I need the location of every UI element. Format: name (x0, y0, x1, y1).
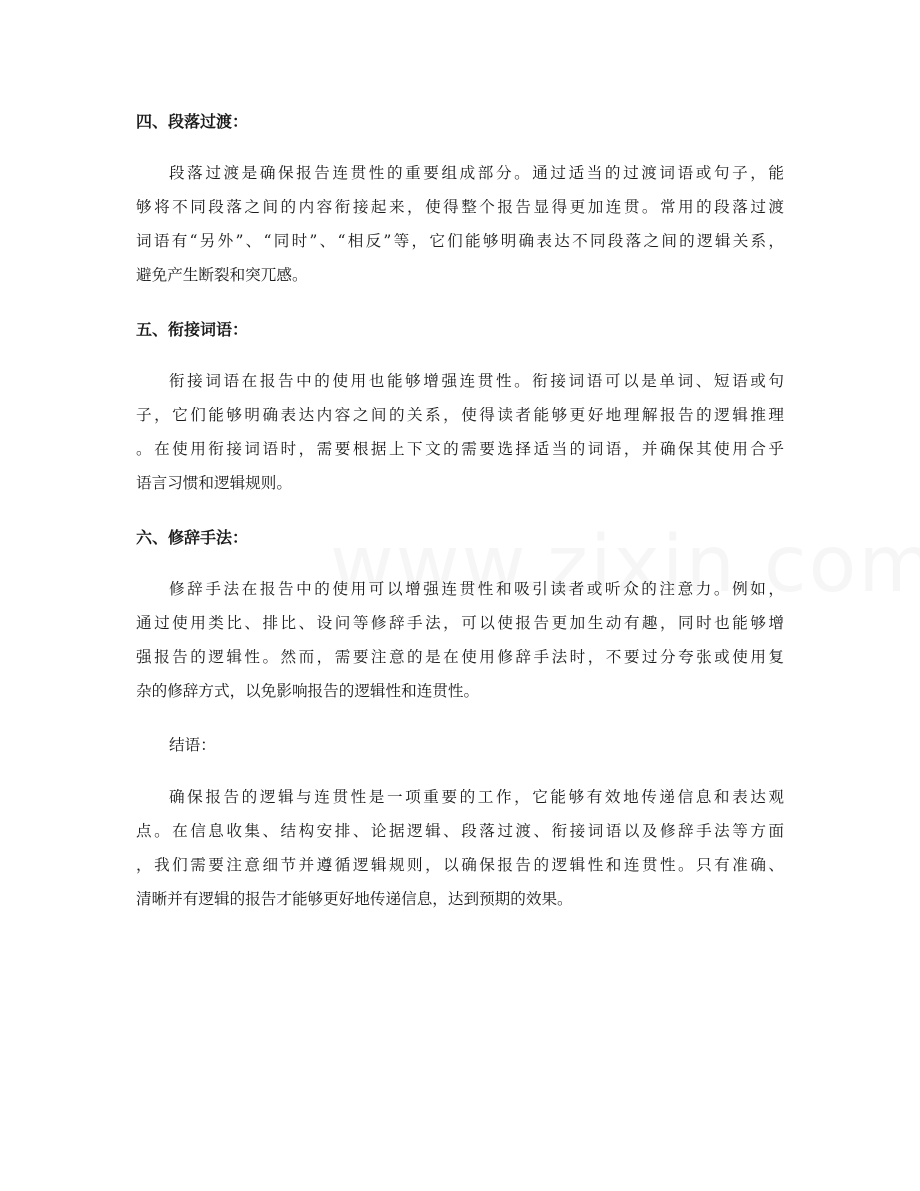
section-4-paragraph (136, 156, 784, 292)
conclusion-label: 结语： (169, 736, 216, 754)
paragraph-line: 子，它们能够明确表达内容之间的关系，使得读者能够更好地理解报告的逻辑推理 (136, 406, 784, 424)
conclusion-label-block (136, 728, 784, 762)
paragraph-line: 。在使用衔接词语时，需要根据上下文的需要选择适当的词语，并确保其使用合乎 (136, 440, 784, 458)
paragraph-line: 清晰并有逻辑的报告才能够更好地传递信息，达到预期的效果。 (136, 890, 573, 908)
paragraph-line: 修辞手法在报告中的使用可以增强连贯性和吸引读者或听众的注意力。例如， (169, 580, 784, 598)
section-title-6: 六、修辞手法： (136, 528, 249, 547)
paragraph-line: 语言习惯和逻辑规则。 (136, 474, 292, 492)
paragraph-line: 确保报告的逻辑与连贯性是一项重要的工作，它能够有效地传递信息和表达观 (169, 788, 784, 806)
section-6-paragraph (136, 572, 784, 708)
paragraph-line: 避免产生断裂和突兀感。 (136, 266, 308, 284)
paragraph-line: 衔接词语在报告中的使用也能够增强连贯性。衔接词语可以是单词、短语或句 (169, 372, 784, 390)
paragraph-line: 段落过渡是确保报告连贯性的重要组成部分。通过适当的过渡词语或句子，能 (169, 164, 784, 182)
paragraph-line: ，我们需要注意细节并遵循逻辑规则，以确保报告的逻辑性和连贯性。只有准确、 (136, 856, 784, 874)
section-title-5: 五、衔接词语： (136, 320, 249, 339)
section-title-4: 四、段落过渡： (136, 112, 249, 131)
conclusion-paragraph (136, 780, 784, 916)
paragraph-line: 够将不同段落之间的内容衔接起来，使得整个报告显得更加连贯。常用的段落过渡 (136, 198, 784, 216)
paragraph-line: 杂的修辞方式，以免影响报告的逻辑性和连贯性。 (136, 682, 480, 700)
paragraph-line: 点。在信息收集、结构安排、论据逻辑、段落过渡、衔接词语以及修辞手法等方面 (136, 822, 784, 840)
paragraph-line: 词语有“另外”、“同时”、“相反”等，它们能够明确表达不同段落之间的逻辑关系， (136, 232, 784, 250)
paragraph-line: 强报告的逻辑性。然而，需要注意的是在使用修辞手法时，不要过分夸张或使用复 (136, 648, 784, 666)
paragraph-line: 通过使用类比、排比、设问等修辞手法，可以使报告更加生动有趣，同时也能够增 (136, 614, 784, 632)
section-5-paragraph (136, 364, 784, 500)
